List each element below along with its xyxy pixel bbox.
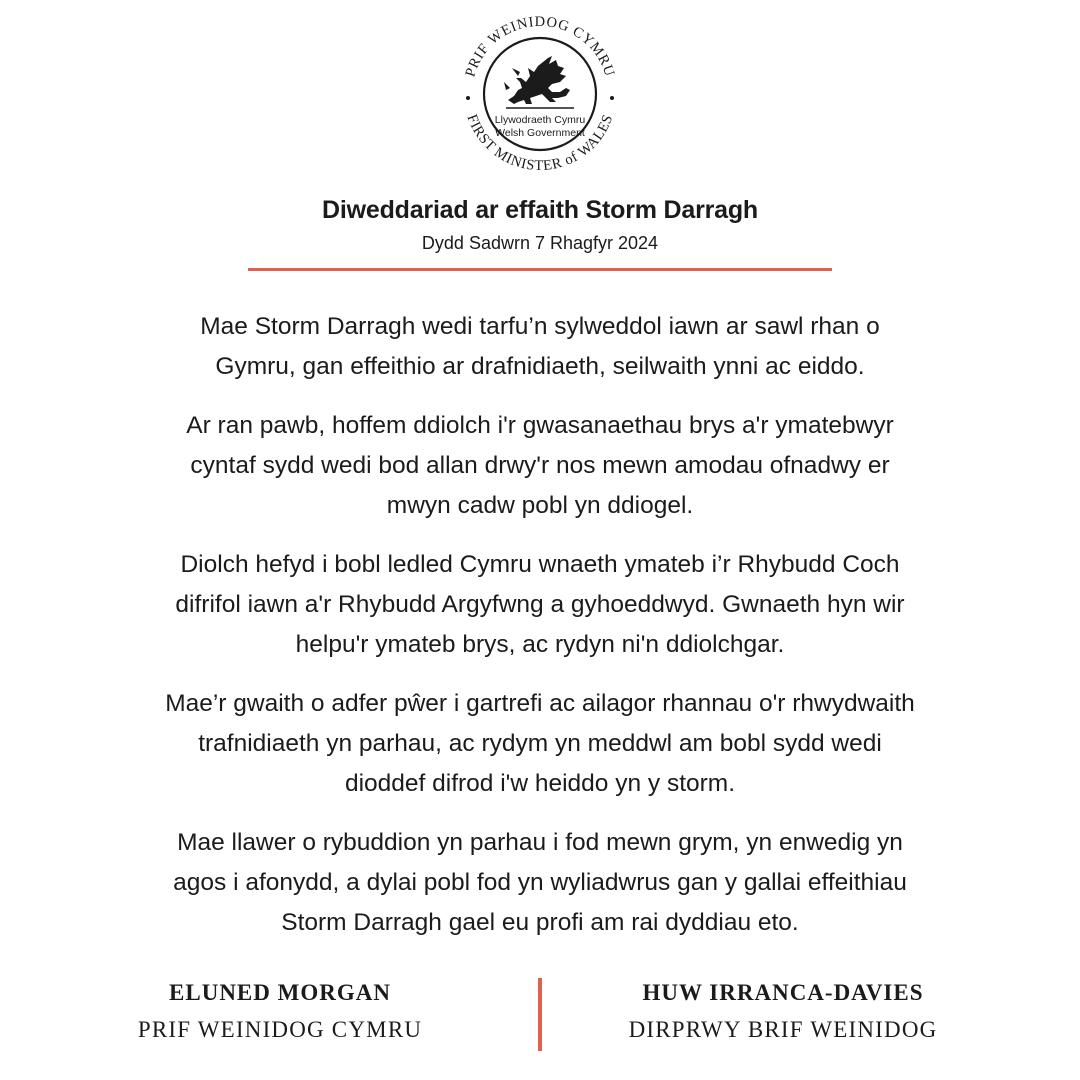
paragraph-5 xyxy=(60,823,1020,943)
text-line: Storm Darragh gael eu profi am rai dyddiau eto. xyxy=(281,909,799,936)
paragraph-1 xyxy=(60,307,1020,387)
date-line: Dydd Sadwrn 7 Rhagfyr 2024 xyxy=(421,233,659,253)
paragraph-2 xyxy=(60,406,1020,526)
signature-right xyxy=(533,980,1033,1043)
text-line: dioddef difrod i'w heiddo yn y storm. xyxy=(344,770,736,797)
text-line: agos i afonydd, a dylai pobl fod yn wyliadwrus gan y gallai effeithiau xyxy=(173,869,907,896)
page-title: Diweddariad ar effaith Storm Darragh xyxy=(322,196,758,224)
paragraph-3 xyxy=(60,545,1020,665)
text-line: Ar ran pawb, hoffem ddiolch i'r gwasanaethau brys a'r ymatebwyr xyxy=(186,412,894,439)
text-line: mwyn cadw pobl yn ddiogel. xyxy=(386,492,694,519)
seal-bottom-text: FIRST MINISTER of WALES xyxy=(463,112,617,175)
text-line: Mae Storm Darragh wedi tarfu’n sylweddol iawn ar sawl rhan o xyxy=(200,313,880,340)
signature-left xyxy=(30,980,530,1043)
header-rule xyxy=(248,268,832,271)
seal-inner-line2: Welsh Government xyxy=(495,127,585,139)
text-line: difrifol iawn a'r Rhybudd Argyfwng a gyhoeddwyd. Gwnaeth hyn wir xyxy=(175,591,905,618)
statement-body xyxy=(60,307,1020,962)
seal-dot-left xyxy=(466,96,470,100)
seal-top-text: PRIF WEINIDOG CYMRU xyxy=(462,13,618,79)
signatory-role: PRIF WEINIDOG CYMRU xyxy=(137,1017,423,1042)
text-line: trafnidiaeth yn parhau, ac rydym yn meddwl am bobl sydd wedi xyxy=(198,730,882,757)
text-line: Gymru, gan effeithio ar drafnidiaeth, seilwaith ynni ac eiddo. xyxy=(215,353,865,380)
signatory-name: HUW IRRANCA-DAVIES xyxy=(642,980,924,1005)
paragraph-4 xyxy=(60,684,1020,804)
signatory-role: DIRPRWY BRIF WEINIDOG xyxy=(628,1017,938,1042)
text-line: Mae’r gwaith o adfer pŵer i gartrefi ac ailagor rhannau o'r rhwydwaith xyxy=(165,690,915,717)
signatory-name: ELUNED MORGAN xyxy=(169,980,391,1005)
text-line: Mae llawer o rybuddion yn parhau i fod mewn grym, yn enwedig yn xyxy=(177,829,903,856)
seal-inner-line1: Llywodraeth Cymru xyxy=(494,114,586,126)
text-line: Diolch hefyd i bobl ledled Cymru wnaeth ymateb i’r Rhybudd Coch xyxy=(180,551,900,578)
first-minister-seal xyxy=(448,2,632,186)
text-line: cyntaf sydd wedi bod allan drwy'r nos mewn amodau ofnadwy er xyxy=(190,452,890,479)
text-line: helpu'r ymateb brys, ac rydyn ni'n ddiolchgar. xyxy=(295,631,785,658)
seal-dot-right xyxy=(610,96,614,100)
welsh-dragon-icon xyxy=(504,56,570,104)
